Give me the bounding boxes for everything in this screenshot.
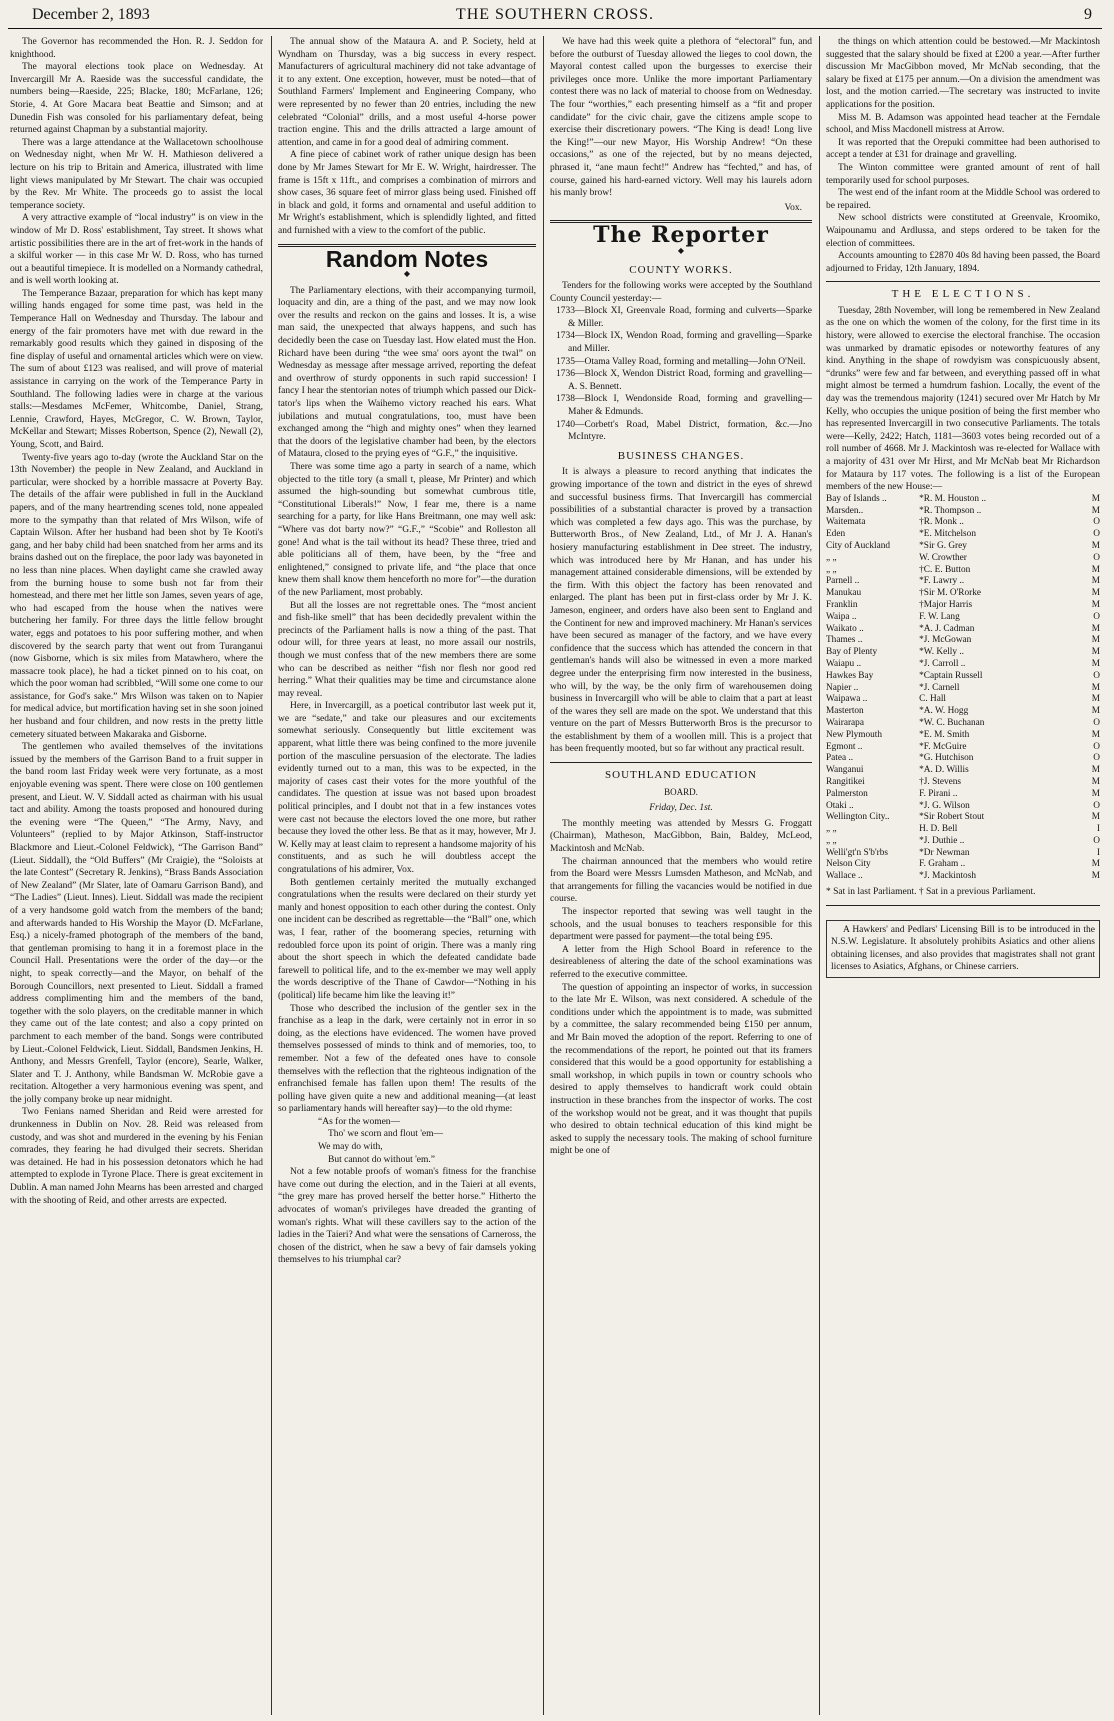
column-rule bbox=[543, 36, 544, 1715]
party-cell: O bbox=[1093, 529, 1100, 540]
member-cell: *Sir G. Grey bbox=[919, 540, 967, 551]
table-row bbox=[826, 553, 1100, 565]
article-paragraph: Tenders for the following works were accepted by the Southland County Council yesterday:— bbox=[550, 281, 812, 304]
table-row bbox=[826, 541, 1100, 553]
party-cell: O bbox=[1093, 741, 1100, 752]
electorate-cell: Welli'gt'n S'b'rbs bbox=[826, 847, 888, 858]
party-cell: I bbox=[1096, 847, 1100, 858]
electorate-cell: Waikato .. bbox=[826, 623, 864, 634]
electorate-cell: Thames .. bbox=[826, 635, 863, 646]
verse-line: Tho' we scorn and flout 'em— bbox=[328, 1129, 444, 1140]
table-row bbox=[826, 506, 1100, 518]
party-cell: O bbox=[1093, 517, 1100, 528]
column-rule bbox=[271, 36, 272, 1715]
member-cell: †Sir M. O'Rorke bbox=[919, 588, 982, 599]
article-paragraph: We have had this week quite a plethora of “electoral” fun, and before the outburst of Tuesday allowed the lieges to cool down, the Mayoral contest called upon the burgesses to exercise their privileges once more. Unlike the more important Parliamentary contest there was no lack of material to choose from on Wednesday. The four “worthies,” each presenting himself as a “fit and proper candidate” for the civic chair, gave the citizens ample scope to exercise their discretionary powers. “The King is dead! Long live the King!”—our new Mayor, His Worship Andrew! “On these occasions,” as one of the rejected, but by no means dejected, phrased it, “ane maun fecht!” Andrew has “fechted,” and has, of course, gained his hard-earned victory. Well may his laurels adorn his manly brow! bbox=[550, 37, 812, 199]
electorate-cell: Hawkes Bay bbox=[826, 670, 874, 681]
electorate-cell: Bay of Islands .. bbox=[826, 493, 887, 504]
party-cell: M bbox=[1091, 623, 1100, 634]
column-2 bbox=[278, 36, 536, 1716]
article-paragraph: It is always a pleasure to record anything that indicates the growing importance of the town and district in the eyes of shrewd and successful business firms. That Invercargill has commercial possibilities of a substantial character is proved by a transaction which was completed a few days ago. This was the purchase, by Butterworth Bros., of New Zealand, Ltd., of Mr J. A. Hanan's hosiery manufacturing establishment in Dee street. The industry, which was introduced here by Mr Hanan, and has under his management attained considerable dimensions, will be extended by the firm. With this object the factory has been renovated and enlarged. The plant has been put in first-class order by Mr J. K. Jameson, engineer, and orders have also been sent to England and the Continent for new and improved machinery. Mr Hanan's services have been secured as manager of the factory, and we have every confidence that the success which has attended the concern in that gentleman's hands will also be witnessed in even a more marked degree under the enterprising firm now interested in the business, who will, by the way, be the only firm of warehousemen doing business in Invercargill who will be able to claim that a part at least of the wares they sell are made on the spot. We understand that this venture on the part of Messrs Butterworth Bros is the precursor to the establishment by them of a woollen mill. This is a project that has been frequently mooted, but so far without any practical result. bbox=[550, 467, 812, 755]
electorate-cell: Eden bbox=[826, 529, 846, 540]
electorate-cell: „ „ bbox=[826, 552, 837, 563]
table-row bbox=[826, 718, 1100, 730]
member-cell: F. Graham .. bbox=[919, 859, 966, 870]
electorate-cell: Marsden.. bbox=[826, 505, 864, 516]
electorate-cell: Wallace .. bbox=[826, 871, 863, 882]
member-cell: *W. C. Buchanan bbox=[919, 717, 985, 728]
list-item: 1734—Block IX, Wendon Road, forming and gravelling—Sparke and Miller. bbox=[556, 331, 812, 355]
member-cell: *J. McGowan bbox=[919, 635, 972, 646]
list-item: 1735—Otama Valley Road, forming and metalling—John O'Neil. bbox=[556, 356, 806, 367]
table-row bbox=[826, 565, 1100, 577]
article-paragraph: Miss M. B. Adamson was appointed head teacher at the Ferndale school, and Miss Macdonell mistress at Arrow. bbox=[826, 112, 1100, 136]
electorate-cell: „ „ bbox=[826, 564, 837, 575]
dateline: Friday, Dec. 1st. bbox=[649, 803, 713, 814]
party-cell: M bbox=[1091, 588, 1100, 599]
member-cell: †J. Stevens bbox=[919, 776, 961, 787]
signature: Vox. bbox=[784, 202, 802, 213]
member-cell: F. Pirani .. bbox=[919, 788, 958, 799]
table-row bbox=[826, 801, 1100, 813]
table-row bbox=[826, 600, 1100, 612]
table-row bbox=[826, 765, 1100, 777]
article-paragraph: The question of appointing an inspector of works, in succession to the late Mr E. Wilson, was next considered. A schedule of the conditions under which the appointment is to made, was submitted by a committee, the salary recommended being £150 per annum, and Mr Bain moved the adoption of the report. Referring to one of the recommendations of the report, he pointed out that its framers considered that this would be a good opportunity for establishing a small workshop, in which pupils in town or country schools who desired to apply themselves to handicraft work could obtain instruction in these branches from the inspector of works. The cost of the workshop would not be great, and it was thought that pupils who desired to obtain technical education of this kind might be asked to supply the necessary tools. The making of school furniture might be one of bbox=[550, 982, 812, 1157]
ornament: ◆ bbox=[677, 245, 685, 255]
member-cell: W. Crowther bbox=[919, 552, 967, 563]
party-cell: O bbox=[1093, 717, 1100, 728]
article-paragraph: It was reported that the Orepuki committee had been authorised to accept a tender at £31 for drainage and gravelling. bbox=[826, 137, 1100, 161]
member-cell: *G. Hutchison bbox=[919, 753, 974, 764]
member-cell: *E. Mitchelson bbox=[919, 529, 976, 540]
elections-heading: THE ELECTIONS. bbox=[891, 288, 1035, 301]
news-paragraph: A fine piece of cabinet work of rather unique design has been done by Mr James Stewart for Mr E. W. Wright, hairdresser. The frame is 15ft x 11ft., and comprises a combination of mirrors and show cases, 36 square feet of mirror glass being used. Finished off in black and gold, it forms and ornamental and useful addition to Mr Wright's establishment, which is splendidly lighted, and fitted and furnished with a view to the comfort of the public. bbox=[278, 150, 536, 236]
member-cell: *J. Mackintosh bbox=[919, 871, 976, 882]
electorate-cell: Wairarapa bbox=[826, 717, 864, 728]
table-row bbox=[826, 789, 1100, 801]
member-cell: *R. M. Houston .. bbox=[919, 493, 987, 504]
column-rule bbox=[819, 36, 820, 1715]
party-cell: I bbox=[1096, 824, 1100, 835]
section-divider bbox=[826, 281, 1100, 282]
verse bbox=[278, 1116, 536, 1166]
party-cell: M bbox=[1091, 564, 1100, 575]
party-cell: M bbox=[1091, 505, 1100, 516]
party-cell: O bbox=[1093, 552, 1100, 563]
masthead-title: THE SOUTHERN CROSS. bbox=[455, 6, 655, 23]
member-cell: *Sir Robert Stout bbox=[919, 812, 985, 823]
masthead bbox=[8, 2, 1102, 29]
electorate-cell: Otaki .. bbox=[826, 800, 854, 811]
list-item: 1736—Block X, Wendon District Road, forming and gravelling—A. S. Bennett. bbox=[556, 369, 812, 392]
electorate-cell: Patea .. bbox=[826, 753, 854, 764]
article-paragraph: the things on which attention could be bestowed.—Mr Mackintosh suggested that the salary should be fixed at £200 a year.—After further discussion Mr MacGibbon moved, Mr McNab seconding, that the salary be fixed at £175 per annum.—On a division the amendment was lost, and the motion carried.—The secretary was instructed to invite applications for the position. bbox=[826, 37, 1100, 110]
table-row bbox=[826, 683, 1100, 695]
article-paragraph: The monthly meeting was attended by Messrs G. Froggatt (Chairman), Matheson, MacGibbon, Bain, Baldey, McLeod, Mackintosh and McNab. bbox=[550, 818, 812, 855]
member-cell: †C. E. Button bbox=[919, 564, 971, 575]
party-cell: M bbox=[1091, 635, 1100, 646]
member-cell: *Dr Newman bbox=[919, 847, 970, 858]
table-row bbox=[826, 742, 1100, 754]
article-paragraph: There was some time ago a party in search of a name, which objected to the title tory (a small t, please, Mr Printer) and which assumed the high-sounding but somewhat cumbrous title, “Constitutional Liberals!” Now, I fear me, there is a name searching for a party, for like Hans Breitmann, one may well ask: “Where vas dot barty now?” “G.F.,” “Scobie” and Rolleston all gone! And what is the tail without its head? These three, tried and able politicians all of them, have been, by the “free and enlightened,” consigned to private life, and “the place that once knew them shall know them henceforth no more for”—the duration of the new Parliament, most probably. bbox=[278, 462, 536, 598]
member-cell: F. W. Lang bbox=[919, 611, 960, 622]
member-cell: C. Hall bbox=[919, 694, 947, 705]
party-cell: O bbox=[1093, 753, 1100, 764]
electorate-cell: Rangitikei bbox=[826, 776, 865, 787]
electorate-cell: Egmont .. bbox=[826, 741, 863, 752]
party-cell: M bbox=[1091, 658, 1100, 669]
news-paragraph: There was a large attendance at the Wallacetown schoolhouse on Wednesday night, when Mr W. H. Mathieson delivered a lecture on his trip to Britain and America, illustrated with lime light views manipulated by Mr Stewart. The chair was occupied by the Rev. Mr White. The proceeds go to assist the local temperance society. bbox=[10, 137, 263, 211]
party-cell: M bbox=[1091, 682, 1100, 693]
member-cell: *F. Lawry .. bbox=[919, 576, 965, 587]
electorate-cell: City of Auckland bbox=[826, 540, 891, 551]
member-cell: *E. M. Smith bbox=[919, 729, 970, 740]
table-row bbox=[826, 730, 1100, 742]
verse-line: But cannot do without 'em.” bbox=[328, 1154, 435, 1165]
table-row bbox=[826, 494, 1100, 506]
news-paragraph: A Hawkers' and Pedlars' Licensing Bill is to be introduced in the N.S.W. Legislature. It absolutely prohibits Asiatics and other aliens obtaining licenses, and also provides that magistrates shall not grant licenses to Asiatics, Afghans, or Chinese carriers. bbox=[826, 920, 1100, 978]
article-paragraph: Not a few notable proofs of woman's fitness for the franchise have come out during the election, and in the Taieri at all events, “the grey mare has proved herself the better horse.” Hitherto the advocates of woman's privileges have dreaded the granting of woman's rights. What will these cavillers say to the action of the ladies in the Taieri? And what were the sensations of Carneross, the chosen of the district, when he saw a bevy of fair damsels yoking themselves to his triumphal car? bbox=[278, 1167, 536, 1266]
table-row bbox=[826, 588, 1100, 600]
electorate-cell: Waipa .. bbox=[826, 611, 857, 622]
member-cell: *R. Thompson .. bbox=[919, 505, 982, 516]
member-cell: *Captain Russell bbox=[919, 670, 983, 681]
article-paragraph: New school districts were constituted at Greenvale, Kroomiko, Waipounamu and Ardlussa, and steps ordered to be taken for the election of committees. bbox=[826, 213, 1100, 249]
electorate-cell: Waiapu .. bbox=[826, 658, 862, 669]
news-paragraph: Twenty-five years ago to-day (wrote the Auckland Star on the 13th November) the people in New Zealand, and Auckland in particular, were shocked by a horrible massacre at Poverty Bay. The details of the affair were published in full in the Auckland papers, and of the many heartrending scenes told, none appealed more to the sympathy than that related of Mrs Wilson, wife of Captain Wilson. After her husband had been shot by Te Kooti's gang, and her baby child had been snatched from her arms and its brains dashed out on the fireplace, the poor lady was bayoneted in no less than nine places. When daylight came she crawled away from the burning house to some bush not far from their homestead, and there met her little son James, seven years of age, who had escaped from the house when the natives were butchering her family. For three days the little fellow brought water, eggs and potatoes to his poor suffering mother, and when discovered by the search party that went out from Turanganui (now Gisborne, which is six miles from Matawhero, where the massacre took place), he had a ticket pinned on to his coat, on which the poor woman had scribbled, “Will some one come to our assistance, for God's sake.” Mrs Wilson was taken on to Napier for medical advice, but mortification having set in she soon joined her husband and four children, and now rests in the pretty little cemetery situated between Makaraka and Gisborne. bbox=[10, 452, 263, 740]
article-paragraph: The west end of the infant room at the Middle School was ordered to be repaired. bbox=[826, 188, 1100, 211]
electorate-cell: Waipawa .. bbox=[826, 694, 868, 705]
party-cell: M bbox=[1091, 540, 1100, 551]
table-row bbox=[826, 753, 1100, 765]
column-1 bbox=[10, 36, 263, 1716]
party-cell: O bbox=[1093, 800, 1100, 811]
member-cell: *J. Carnell bbox=[919, 682, 960, 693]
party-cell: O bbox=[1093, 835, 1100, 846]
table-row bbox=[826, 647, 1100, 659]
list-item: 1740—Corbett's Road, Mabel District, formation, &c.—Jno McIntyre. bbox=[556, 419, 812, 443]
table-row bbox=[826, 859, 1100, 871]
table-row bbox=[826, 659, 1100, 671]
party-cell: M bbox=[1091, 812, 1100, 823]
member-cell: †Major Harris bbox=[919, 599, 973, 610]
article-paragraph: The inspector reported that sewing was well taught in the schools, and the usual bonuses to teachers responsible for this department were passed for payment—the total being £95. bbox=[550, 907, 812, 943]
party-cell: M bbox=[1091, 647, 1100, 658]
table-row bbox=[826, 612, 1100, 624]
member-cell: *W. Kelly .. bbox=[919, 647, 965, 658]
member-cell: *A. D. Willis bbox=[919, 765, 969, 776]
members-table bbox=[826, 494, 1100, 883]
article-paragraph: Both gentlemen certainly merited the mutually exchanged congratulations when the results were declared on their sturdy yet manly and honest opposition to each other during the contest. Only one incident can be described as regrettable—the “Ball” one, which was, I fear, rather of the boomerang species, returning with redoubled force upon its point of origin. There was a manly ring about the short speech in which the defeated candidate bade farewell to political life, and to the ex-member we may well apply the words descriptive of the Thane of Cawdor—“Nothing in his (political) life became him like the leaving it!” bbox=[278, 877, 536, 1001]
party-cell: M bbox=[1091, 729, 1100, 740]
article-paragraph: Accounts amounting to £2870 40s 8d having been passed, the Board adjourned to Friday, 12th January, 1894. bbox=[826, 251, 1100, 274]
party-cell: M bbox=[1091, 493, 1100, 504]
list-item: 1738—Block I, Wendonside Road, forming and gravelling—Maher & Edmunds. bbox=[556, 394, 812, 418]
news-paragraph: Two Fenians named Sheridan and Reid were arrested for drunkenness in Dublin on Nov. 28. Reid was released from custody, and was shot and murdered in the evening by his Fenian comrades, they fearing he had divulged their secrets. Sheridan was detained. He had in his possession detonators which he had attempted to explode in Tyrone Place. There is great excitement in Dublin. A man named John Mearns has been arrested and charged with the shooting of Reid, and other arrests are expected. bbox=[10, 1107, 263, 1206]
electorate-cell: Parnell .. bbox=[826, 576, 860, 587]
news-paragraph: The mayoral elections took place on Wednesday. At Invercargill Mr A. Raeside was the successful candidate, the numbers being—Raeside, 225; Blacke, 180; McFarlane, 126; Storie, 4. At Gore Macara beat Beattie and Simson; and at Dunedin Fish was consoled for his parliamentary defeat, being returned against Chapman by a substantial majority. bbox=[10, 62, 263, 136]
electorate-cell: Franklin bbox=[826, 599, 858, 610]
article-paragraph: Those who described the inclusion of the gentler sex in the franchise as a leap in the dark, were certainly not in error in so doing, as the elections have evidenced. The women have proved themselves possessed of minds to think and of memories, too, to remember. Not a few of the defeated ones have to console themselves with the reflection that the righteous indignation of the enfranchised female has fallen upon them! The results of the polling have given quite a new and additional meaning—(at least so parliamentary hands will hereafter say)—to the old rhyme: bbox=[278, 1003, 536, 1115]
table-row bbox=[826, 624, 1100, 636]
ornament: ◆ bbox=[403, 269, 411, 279]
footnote: * Sat in last Parliament. † Sat in a previous Parliament. bbox=[826, 887, 1036, 898]
table-row bbox=[826, 694, 1100, 706]
article-paragraph: The Winton committee were granted amount of rent of hall temporarily used for school purposes. bbox=[826, 162, 1100, 186]
random-notes-heading: Random Notes bbox=[325, 245, 489, 272]
table-row bbox=[826, 824, 1100, 836]
masthead-date: December 2, 1893 bbox=[32, 6, 150, 23]
article-paragraph: A letter from the High School Board in reference to the desireableness of altering the date of the school examinations was referred to the executive committee. bbox=[550, 944, 812, 980]
county-works-heading: COUNTY WORKS. bbox=[629, 263, 733, 276]
party-cell: M bbox=[1091, 859, 1100, 870]
article-paragraph: Here, in Invercargill, as a poetical contributor last week put it, we are “sedate,” and take our pleasures and our excitements somewhat seriously. Consequently but little excitement was apparent, what little there was being confined to the more juvenile portion of the masculine persuasion of the electorate. The ladies evidently turned out to a man, this was to be expected, in the majority of cases cast their votes for the more youthful of the candidates. The question at issue was not based upon broadest political principles, and I doubt not that in a few instances votes were cast not because the electors loved the one more, but rather because they loved the other less. Be that as it may, however, Mr J. W. Kelly may at least claim to represent a handsome majority of his constituents, and as such he will doubtless accept the congratulations of his admirer, Vox. bbox=[278, 701, 536, 875]
education-heading: SOUTHLAND EDUCATION bbox=[605, 769, 757, 782]
table-row bbox=[826, 706, 1100, 718]
electorate-cell: „ „ bbox=[826, 824, 837, 835]
column-3 bbox=[550, 36, 812, 1716]
table-row bbox=[826, 836, 1100, 848]
member-cell: *A. J. Cadman bbox=[919, 623, 975, 634]
reporter-heading: The Reporter bbox=[593, 222, 769, 249]
news-paragraph: The Temperance Bazaar, preparation for which has kept many willing hands engaged for some time past, was held in the Temperance Hall on Wednesday and Thursday. The labour and energy of the fair promoters have met with due reward in the remarkably good results which they gained in disposing of the fine display of useful and ornamental articles which were on view. The sum of about £123 was realised, and will prove of material assistance in carrying on the work of the Temperance Party in Southland. The following ladies were in charge at the various stalls:—Mesdames McFemer, Whitcombe, Daniel, Strang, Lennie, Crawford, Hayes, McGregor, C. W. Brown, Taylor, McKellar and Stewart; Misses Robertson, Spence (2), Newall (2), Young, Scott, and Baird. bbox=[10, 288, 263, 450]
member-cell: *F. McGuire bbox=[919, 741, 967, 752]
electorate-cell: Nelson City bbox=[826, 859, 871, 870]
electorate-cell: „ „ bbox=[826, 835, 837, 846]
list-item: 1733—Block XI, Greenvale Road, forming and culverts—Sparke & Miller. bbox=[556, 306, 812, 329]
party-cell: M bbox=[1091, 576, 1100, 587]
table-row bbox=[826, 517, 1100, 529]
tender-list bbox=[550, 305, 812, 444]
article-paragraph: Tuesday, 28th November, will long be remembered in New Zealand as the one on which the women of the colony, for the first time in its history, were allowed to exercise the electoral franchise. The occasion was unmarked by dramatic episodes or noteworthy features of any kind. Anything in the shape of rowdyism was conspicuously absent, “drunks” were few and far between, and everything passed off in what might almost be termed a humdrum fashion. Locally, the event of the day was the tremendous majority (1241) secured over Mr Hatch by Mr Kelly, who occupies the unique position of being the first member who has represented Invercargill in two consecutive Parliaments. The totals were—Kelly, 2422; Hatch, 1181—3603 votes being recorded out of a roll number of 4668. Mr J. Mackintosh was re-elected for Wallace with a majority of 431 over Mr Hirst, and Mr McNab beat Mr Richardson for Mataura by 117 votes. The following is a list of the European members of the new House:— bbox=[826, 305, 1100, 493]
party-cell: O bbox=[1093, 611, 1100, 622]
table-row bbox=[826, 848, 1100, 860]
party-cell: M bbox=[1091, 599, 1100, 610]
article-paragraph: The chairman announced that the members who would retire from the Board were Messrs Lumsden Matheson, and McNab, and that arrangements for filling the vacancies would be notified in due course. bbox=[550, 856, 812, 905]
electorate-cell: Waitemata bbox=[826, 517, 866, 528]
article-paragraph: But all the losses are not regrettable ones. The “most ancient and fish-like smell” that has been decidedly prevalent within the precincts of the Parliament halls is now a thing of the past. That odour will, for three years at least, no more assail our nostrils, though we must confess that of the new members there are some who can be described as neither “fish nor flesh nor good red herring.” What their qualities may be time and circumstance alone may reveal. bbox=[278, 600, 536, 699]
section-divider bbox=[550, 762, 812, 763]
electorate-cell: Napier .. bbox=[826, 682, 859, 693]
table-row bbox=[826, 871, 1100, 883]
news-paragraph: A very attractive example of “local industry” is on view in the window of Mr D. Ross' establishment, Tay street. It shows what artistic possibilities there are in the art of fret-work in the hands of a skilful worker — in this case Mr W. D. Ross, who has turned out a beautiful timepiece. It is modelled on a Normandy cathedral, and is well worth looking at. bbox=[10, 213, 263, 287]
business-changes-heading: BUSINESS CHANGES. bbox=[617, 449, 745, 462]
party-cell: M bbox=[1091, 706, 1100, 717]
news-paragraph: The annual show of the Mataura A. and P. Society, held at Wyndham on Thursday, was a big success in every respect. Manufacturers of agricultural machinery did not take advantage of it to any extent. One exception, however, must be noted—that of Southland Farmers' Implement and Engineering Company, who were represented by no fewer than 20 entries, including the new celebrated “Colonial” drills, and a most useful 4-horse power traction engine. This and the drills attracted a large amount of attention, and came in for a good deal of admiring comment. bbox=[278, 37, 536, 148]
electorate-cell: Wanganui bbox=[826, 765, 864, 776]
member-cell: *A. W. Hogg bbox=[919, 706, 969, 717]
electorate-cell: Wellington City.. bbox=[826, 812, 890, 823]
news-paragraph: The gentlemen who availed themselves of the invitations issued by the members of the Garrison Band to a fruit supper in the band room last Friday week were very fortunate, as a most enjoyable evening was spent. There were close on 100 gentlemen present, and Lieut. W. V. Siddall acted as chairman with his usual tact and ability. Among the toasts proposed and honoured during the evening were “The Queen,” “The Army, Navy, and Volunteers” (replied to by Major Atkinson, Staff-instructor Blackmore and Lieut.-Colonel Feldwick), “The Garrison Band” (Lieut. Siddall), the “Old Buffers” (Mr Craigie), the “Soloists at the late Contest” (Secretary R. Jenkins), “Brass Bands Association of New Zealand” (Mr Slater, late of Oamaru Garrison Band), and “The Ladies” (Lieut. Innes). Lieut. Siddall was made the recipient of a very handsome gold watch from the members of the band; and afterwards handed to His Worship the Mayor (D. McFarlane, Esq.) a nicely-framed photograph of the members of the band, that gentleman promising to hang it in a foremost place in the Council Hall. Presentations were the order of the day—or the night, to speak correctly—and the Mayor, on behalf of the Borough Councillors, next presented to Lieut. Siddall a framed address complimenting him and the members of the band, together with the solo players, on the creditable manner in which they came out of the late contest; and also a copy printed on parchment to each member of the band. Songs were contributed by Lieut.-Colonel Feldwick, Lieut. Siddall, Bandsmen Jenkins, H. Anthony, and Messrs Grenfell, Taylor (encore), Searle, Walker, Slater and T. J. Anthony, while Bandsman W. McRobie gave a recitation. Altogether a very harmonious evening was spent, and the jolly company broke up near midnight. bbox=[10, 742, 263, 1105]
member-cell: *J. Carroll .. bbox=[919, 658, 966, 669]
party-cell: M bbox=[1091, 871, 1100, 882]
table-row bbox=[826, 576, 1100, 588]
column-4 bbox=[826, 36, 1100, 1716]
table-row bbox=[826, 671, 1100, 683]
member-cell: *J. G. Wilson bbox=[919, 800, 970, 811]
verse-line: We may do with, bbox=[318, 1142, 383, 1153]
member-cell: †R. Monk .. bbox=[919, 517, 964, 528]
article-paragraph: The Parliamentary elections, with their accompanying turmoil, loquacity and din, are a thing of the past, and we may now look over the results and reckon on the gains and losses. It is, a wise man said, the unexpected that always happens, and such has decidedly been the case on Tuesday last. How elated must the Hon. Richard have been during “the wee sma' oors ayont the twal” on Wednesday as message after message arrived, reporting the defeat and overthrow of sturdy opponents in such rapid succession! I fancy I hear the stentorian notes of triumph which passed our Dick-tator's lips when the Waihemo victory reached his ears. What jubilations and mutual congratulations, too, must have been exchanged among the “high and mighty ones” when they learned that the doors of the legislative chamber had been, by the electors of Mataura, closed to the prying eyes of “G.F.,” the inquisitive. bbox=[278, 285, 536, 460]
table-row bbox=[826, 812, 1100, 824]
party-cell: M bbox=[1091, 776, 1100, 787]
electorate-cell: Manukau bbox=[826, 588, 862, 599]
news-paragraph: The Governor has recommended the Hon. R. J. Seddon for knighthood. bbox=[10, 37, 263, 60]
party-cell: O bbox=[1093, 670, 1100, 681]
member-cell: *J. Duthie .. bbox=[919, 835, 965, 846]
electorate-cell: Bay of Plenty bbox=[826, 647, 878, 658]
education-subheading: BOARD. bbox=[664, 786, 698, 797]
party-cell: M bbox=[1091, 788, 1100, 799]
party-cell: M bbox=[1091, 694, 1100, 705]
electorate-cell: Masterton bbox=[826, 706, 864, 717]
page-number: 9 bbox=[1084, 6, 1092, 23]
electorate-cell: New Plymouth bbox=[826, 729, 883, 740]
electorate-cell: Palmerston bbox=[826, 788, 868, 799]
party-cell: M bbox=[1091, 765, 1100, 776]
table-row bbox=[826, 635, 1100, 647]
section-divider bbox=[826, 905, 1100, 906]
table-row bbox=[826, 529, 1100, 541]
verse-line: “As for the women— bbox=[318, 1116, 401, 1127]
member-cell: H. D. Bell bbox=[919, 824, 958, 835]
table-row bbox=[826, 777, 1100, 789]
